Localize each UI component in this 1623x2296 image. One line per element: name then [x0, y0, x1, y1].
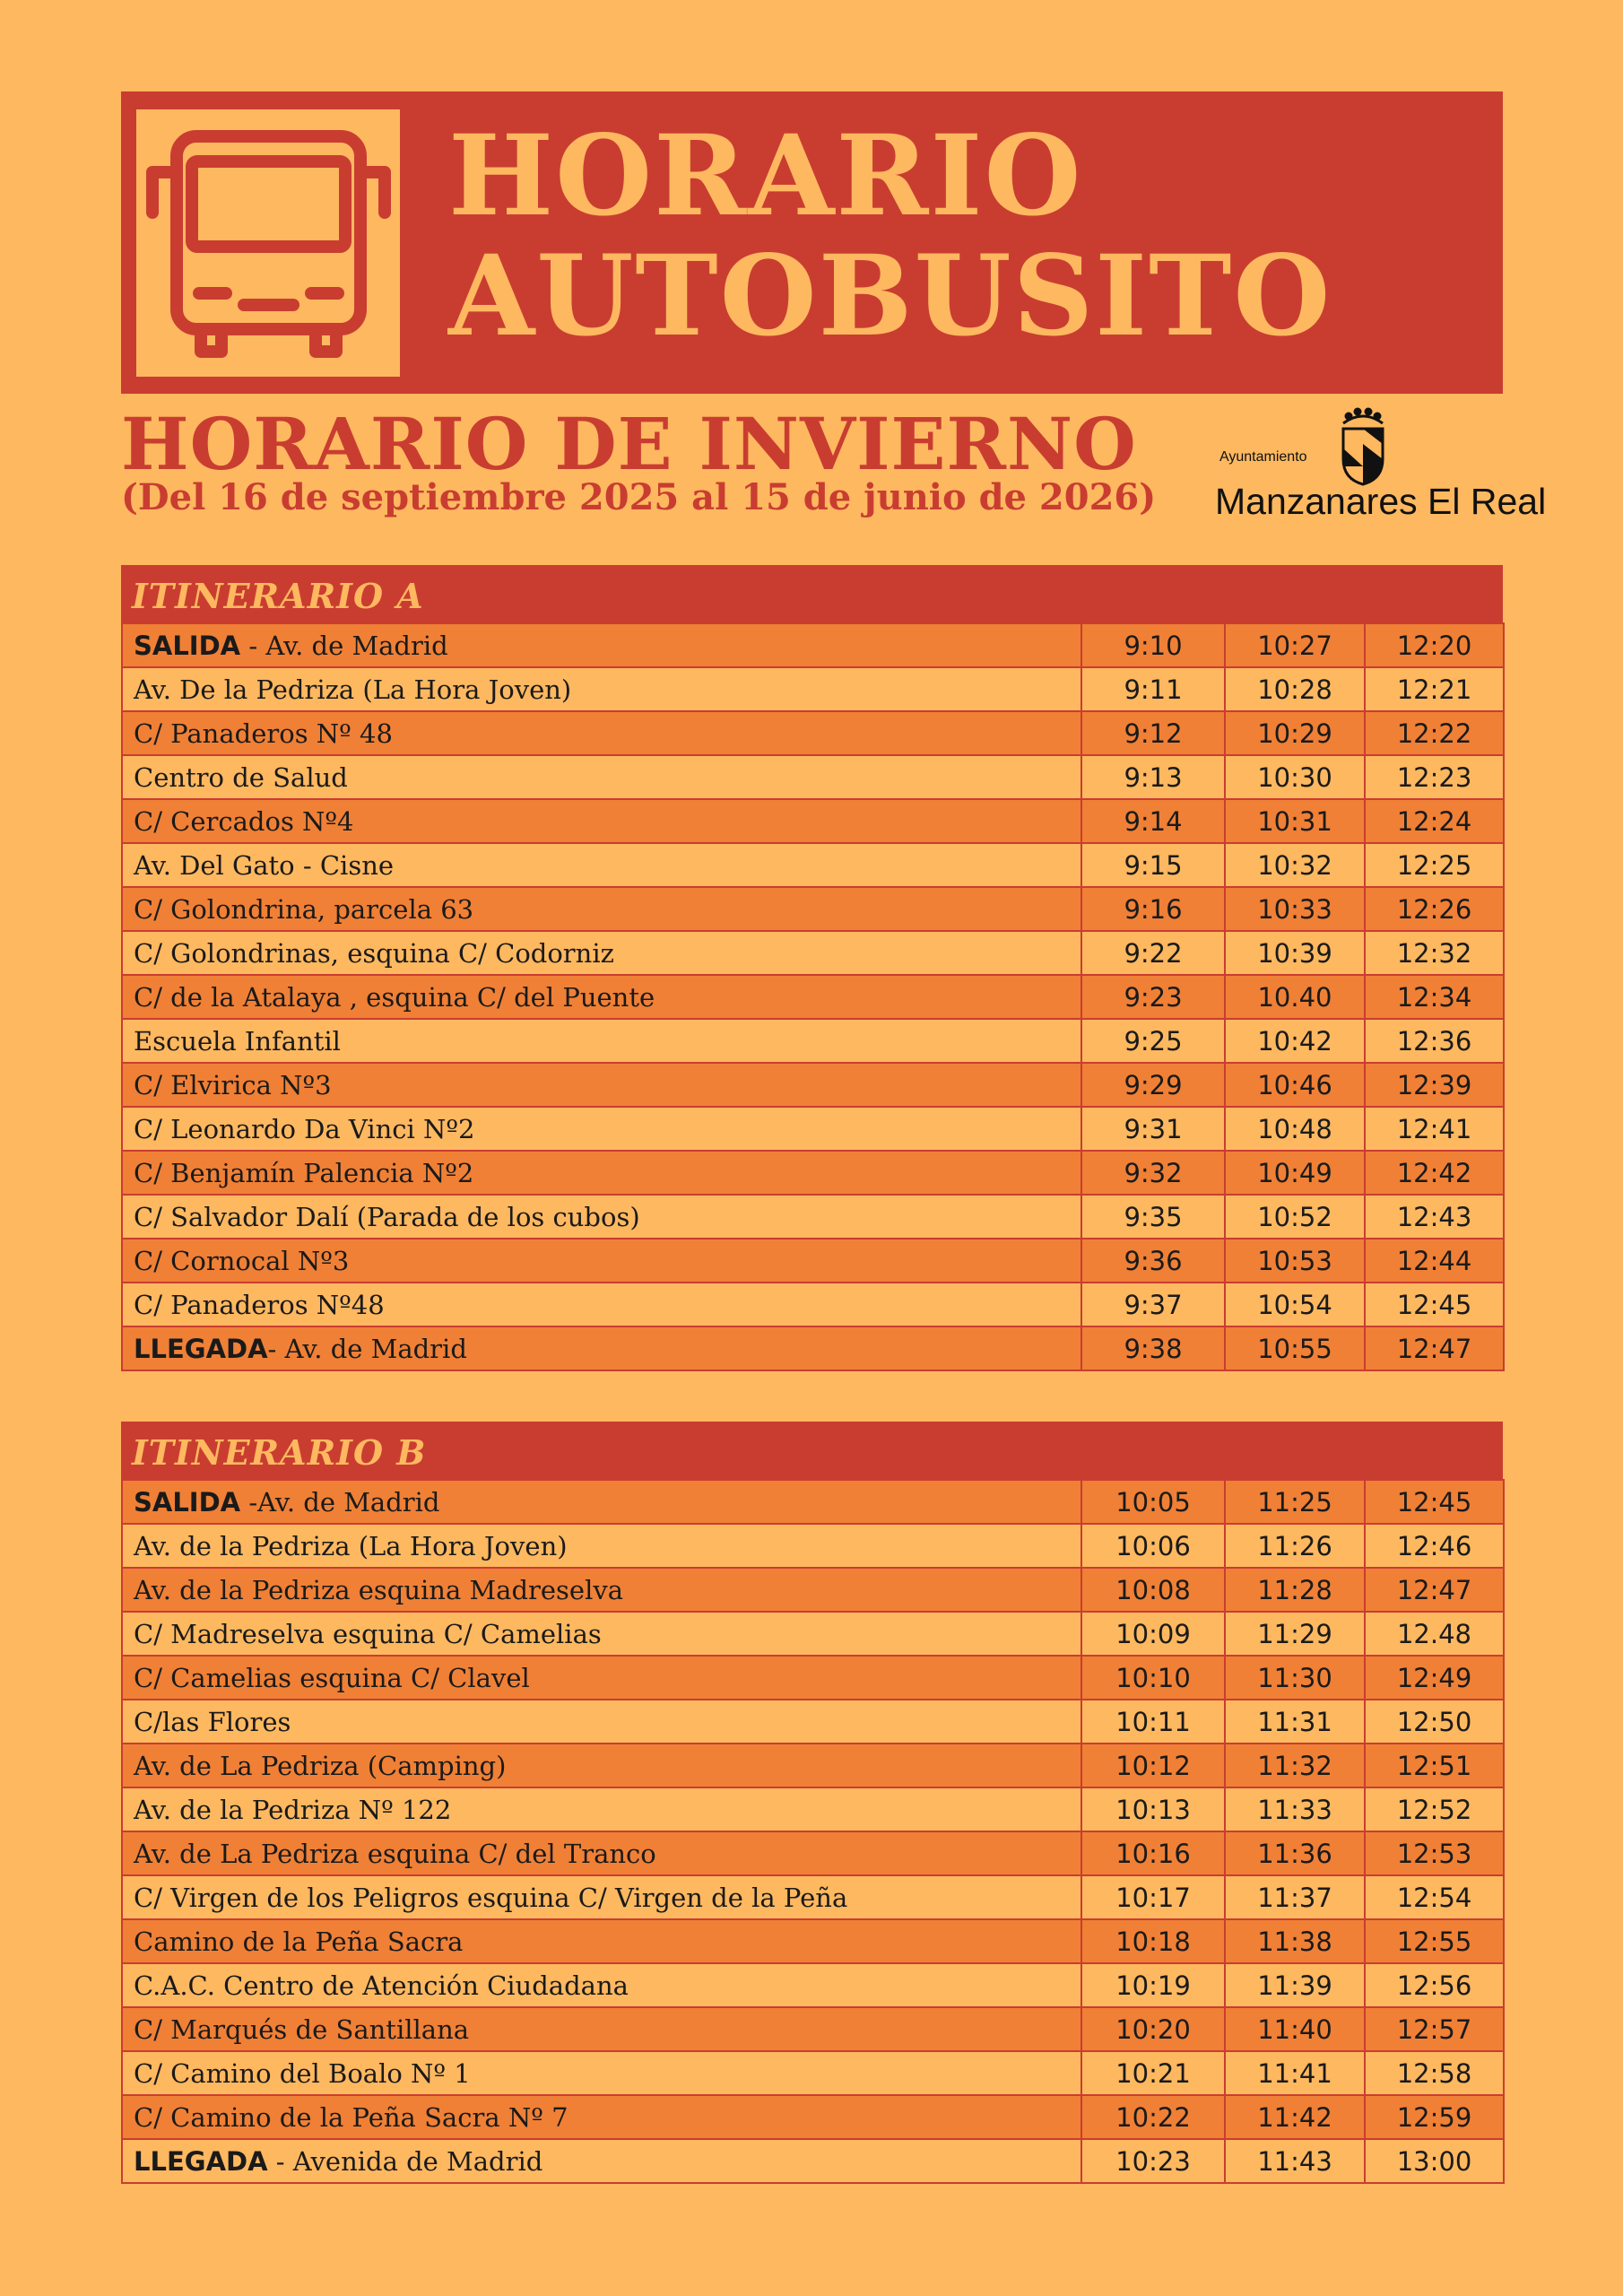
- departure-time-1: 10:05: [1081, 1480, 1225, 1524]
- departure-time-3: 12:36: [1365, 1019, 1504, 1063]
- stop-name: [122, 1063, 1081, 1107]
- stop-label: C/las Flores: [134, 1706, 291, 1737]
- departure-time-1: 10:21: [1081, 2051, 1225, 2095]
- departure-time-2: 10:29: [1225, 711, 1365, 755]
- departure-time-3: 12.48: [1365, 1612, 1504, 1656]
- departure-time-1: 10:12: [1081, 1744, 1225, 1787]
- stop-label: C/ Panaderos Nº48: [134, 1289, 385, 1320]
- itinerary-b: [121, 1422, 1503, 2184]
- departure-time-2: 10:27: [1225, 623, 1365, 667]
- departure-time-1: 9:36: [1081, 1239, 1225, 1283]
- stop-name: [122, 1239, 1081, 1283]
- stop-name: [122, 2139, 1081, 2183]
- table-row: [122, 1787, 1504, 1831]
- departure-time-3: 12:22: [1365, 711, 1504, 755]
- departure-time-3: 12:50: [1365, 1700, 1504, 1744]
- departure-time-1: 9:11: [1081, 667, 1225, 711]
- departure-time-3: 12:53: [1365, 1831, 1504, 1875]
- departure-time-1: 9:16: [1081, 887, 1225, 931]
- table-row: [122, 1019, 1504, 1063]
- departure-time-2: 10:53: [1225, 1239, 1365, 1283]
- stop-label: C/ Virgen de los Peligros esquina C/ Virgen de la Peña: [134, 1882, 848, 1913]
- departure-time-3: 12:49: [1365, 1656, 1504, 1700]
- table-row: [122, 1480, 1504, 1524]
- itinerary-a-title: ITINERARIO A: [121, 565, 1503, 622]
- stop-label: C/ Salvador Dalí (Parada de los cubos): [134, 1201, 640, 1232]
- table-row: [122, 1831, 1504, 1875]
- departure-time-2: 10.40: [1225, 975, 1365, 1019]
- departure-time-1: 10:16: [1081, 1831, 1225, 1875]
- departure-time-3: 12:47: [1365, 1326, 1504, 1370]
- departure-time-1: 10:13: [1081, 1787, 1225, 1831]
- stop-name: [122, 1195, 1081, 1239]
- stop-name: [122, 1524, 1081, 1568]
- table-row: [122, 1326, 1504, 1370]
- stop-label: - Avenida de Madrid: [267, 2145, 543, 2177]
- bus-icon: [136, 109, 400, 377]
- stop-name: [122, 2007, 1081, 2051]
- table-row: [122, 1283, 1504, 1326]
- departure-time-3: 12:56: [1365, 1963, 1504, 2007]
- departure-time-2: 11:42: [1225, 2095, 1365, 2139]
- departure-time-1: 10:11: [1081, 1700, 1225, 1744]
- title-line-1: HORARIO: [448, 111, 1083, 241]
- stop-label: Av. de La Pedriza (Camping): [134, 1750, 507, 1781]
- departure-time-1: 10:19: [1081, 1963, 1225, 2007]
- stop-label: C/ Camino del Boalo Nº 1: [134, 2057, 471, 2089]
- departure-time-2: 11:41: [1225, 2051, 1365, 2095]
- departure-time-2: 10:39: [1225, 931, 1365, 975]
- departure-time-2: 11:43: [1225, 2139, 1365, 2183]
- season-dates: (Del 16 de septiembre 2025 al 15 de junio de 2026): [121, 476, 1157, 518]
- departure-time-1: 10:17: [1081, 1875, 1225, 1919]
- stop-name: [122, 1151, 1081, 1195]
- departure-time-1: 10:22: [1081, 2095, 1225, 2139]
- departure-time-2: 11:38: [1225, 1919, 1365, 1963]
- stop-name: [122, 1787, 1081, 1831]
- stop-keyword: SALIDA: [134, 630, 241, 661]
- stop-name: [122, 1963, 1081, 2007]
- departure-time-3: 12:41: [1365, 1107, 1504, 1151]
- table-row: [122, 2095, 1504, 2139]
- departure-time-1: 9:13: [1081, 755, 1225, 799]
- stop-label: Av. de La Pedriza esquina C/ del Tranco: [134, 1838, 656, 1869]
- departure-time-1: 9:32: [1081, 1151, 1225, 1195]
- departure-time-3: 12:26: [1365, 887, 1504, 931]
- itinerary-b-title: ITINERARIO B: [121, 1422, 1503, 1479]
- departure-time-2: 11:32: [1225, 1744, 1365, 1787]
- stop-name: [122, 799, 1081, 843]
- departure-time-2: 11:36: [1225, 1831, 1365, 1875]
- stop-keyword: LLEGADA: [134, 1333, 268, 1364]
- table-row: [122, 623, 1504, 667]
- departure-time-3: 12:58: [1365, 2051, 1504, 2095]
- table-row: [122, 2007, 1504, 2051]
- stop-name: [122, 2095, 1081, 2139]
- departure-time-3: 12:45: [1365, 1283, 1504, 1326]
- stop-label: Escuela Infantil: [134, 1025, 341, 1057]
- departure-time-2: 10:48: [1225, 1107, 1365, 1151]
- table-row: [122, 2051, 1504, 2095]
- departure-time-2: 10:49: [1225, 1151, 1365, 1195]
- stop-label: C/ Benjamín Palencia Nº2: [134, 1157, 474, 1188]
- stop-name: [122, 1283, 1081, 1326]
- departure-time-3: 12:21: [1365, 667, 1504, 711]
- departure-time-3: 12:43: [1365, 1195, 1504, 1239]
- departure-time-3: 12:20: [1365, 623, 1504, 667]
- stop-keyword: LLEGADA: [134, 2145, 268, 2177]
- departure-time-3: 12:59: [1365, 2095, 1504, 2139]
- departure-time-1: 9:25: [1081, 1019, 1225, 1063]
- departure-time-2: 11:30: [1225, 1656, 1365, 1700]
- departure-time-2: 10:28: [1225, 667, 1365, 711]
- departure-time-3: 12:32: [1365, 931, 1504, 975]
- departure-time-2: 10:32: [1225, 843, 1365, 887]
- departure-time-3: 12:39: [1365, 1063, 1504, 1107]
- stop-label: C/ Golondrinas, esquina C/ Codorniz: [134, 937, 614, 969]
- departure-time-3: 12:45: [1365, 1480, 1504, 1524]
- stop-label: Av. de la Pedriza Nº 122: [134, 1794, 452, 1825]
- stop-name: [122, 1744, 1081, 1787]
- departure-time-2: 10:52: [1225, 1195, 1365, 1239]
- stop-name: [122, 1568, 1081, 1612]
- departure-time-1: 10:08: [1081, 1568, 1225, 1612]
- stop-label: C/ Golondrina, parcela 63: [134, 893, 474, 925]
- table-row: [122, 1063, 1504, 1107]
- departure-time-3: 12:44: [1365, 1239, 1504, 1283]
- stop-name: [122, 887, 1081, 931]
- table-row: [122, 799, 1504, 843]
- stop-label: C/ Camelias esquina C/ Clavel: [134, 1662, 530, 1693]
- itinerary-b-table: [121, 1479, 1505, 2184]
- departure-time-1: 9:22: [1081, 931, 1225, 975]
- departure-time-1: 10:09: [1081, 1612, 1225, 1656]
- stop-label: - Av. de Madrid: [240, 630, 448, 661]
- stop-name: [122, 1700, 1081, 1744]
- departure-time-2: 11:31: [1225, 1700, 1365, 1744]
- stop-label: C/ Cornocal Nº3: [134, 1245, 350, 1276]
- stop-name: [122, 1107, 1081, 1151]
- departure-time-2: 11:25: [1225, 1480, 1365, 1524]
- departure-time-3: 12:55: [1365, 1919, 1504, 1963]
- table-row: [122, 975, 1504, 1019]
- departure-time-2: 10:31: [1225, 799, 1365, 843]
- stop-name: [122, 931, 1081, 975]
- table-row: [122, 667, 1504, 711]
- table-row: [122, 1151, 1504, 1195]
- stop-label: Av. De la Pedriza (La Hora Joven): [134, 674, 572, 705]
- stop-name: [122, 623, 1081, 667]
- table-row: [122, 1875, 1504, 1919]
- stop-label: -Av. de Madrid: [240, 1486, 440, 1518]
- departure-time-3: 12:23: [1365, 755, 1504, 799]
- page-title: [448, 111, 1485, 361]
- table-row: [122, 931, 1504, 975]
- municipal-logo: [1215, 404, 1547, 522]
- stop-name: [122, 1612, 1081, 1656]
- stop-name: [122, 1831, 1081, 1875]
- stop-name: [122, 1326, 1081, 1370]
- departure-time-1: 10:23: [1081, 2139, 1225, 2183]
- stop-label: Av. Del Gato - Cisne: [134, 849, 395, 881]
- itinerary-a-table: [121, 622, 1505, 1371]
- table-row: [122, 1963, 1504, 2007]
- stop-label: C/ Camino de la Peña Sacra Nº 7: [134, 2101, 568, 2133]
- departure-time-3: 12:57: [1365, 2007, 1504, 2051]
- stop-name: [122, 1919, 1081, 1963]
- table-row: [122, 1524, 1504, 1568]
- stop-label: C/ Madreselva esquina C/ Camelias: [134, 1618, 602, 1649]
- stop-name: [122, 1656, 1081, 1700]
- stop-label: Av. de la Pedriza esquina Madreselva: [134, 1574, 624, 1605]
- stop-label: Camino de la Peña Sacra: [134, 1926, 464, 1957]
- departure-time-2: 11:26: [1225, 1524, 1365, 1568]
- departure-time-1: 9:12: [1081, 711, 1225, 755]
- departure-time-2: 11:28: [1225, 1568, 1365, 1612]
- stop-label: Centro de Salud: [134, 761, 348, 793]
- stop-label: Av. de la Pedriza (La Hora Joven): [134, 1530, 568, 1561]
- itinerary-a: [121, 565, 1503, 1371]
- table-row: [122, 755, 1504, 799]
- departure-time-1: 10:06: [1081, 1524, 1225, 1568]
- stop-label: C/ Marqués de Santillana: [134, 2013, 470, 2045]
- table-row: [122, 1744, 1504, 1787]
- departure-time-3: 12:51: [1365, 1744, 1504, 1787]
- table-row: [122, 1612, 1504, 1656]
- departure-time-1: 10:10: [1081, 1656, 1225, 1700]
- stop-label: - Av. de Madrid: [267, 1333, 467, 1364]
- departure-time-1: 10:20: [1081, 2007, 1225, 2051]
- departure-time-2: 11:29: [1225, 1612, 1365, 1656]
- table-row: [122, 1656, 1504, 1700]
- stop-label: C/ Panaderos Nº 48: [134, 718, 393, 749]
- stop-label: C.A.C. Centro de Atención Ciudadana: [134, 1970, 629, 2001]
- table-row: [122, 1568, 1504, 1612]
- departure-time-3: 12:52: [1365, 1787, 1504, 1831]
- stop-name: [122, 711, 1081, 755]
- stop-name: [122, 755, 1081, 799]
- table-row: [122, 843, 1504, 887]
- logo-small-text: Ayuntamiento: [1219, 449, 1307, 465]
- table-row: [122, 1700, 1504, 1744]
- departure-time-2: 10:33: [1225, 887, 1365, 931]
- stop-label: C/ Elvirica Nº3: [134, 1069, 332, 1100]
- departure-time-2: 10:42: [1225, 1019, 1365, 1063]
- departure-time-1: 9:35: [1081, 1195, 1225, 1239]
- departure-time-3: 12:24: [1365, 799, 1504, 843]
- departure-time-2: 11:39: [1225, 1963, 1365, 2007]
- departure-time-1: 10:18: [1081, 1919, 1225, 1963]
- departure-time-3: 12:47: [1365, 1568, 1504, 1612]
- departure-time-2: 10:54: [1225, 1283, 1365, 1326]
- departure-time-1: 9:38: [1081, 1326, 1225, 1370]
- stop-name: [122, 1480, 1081, 1524]
- departure-time-3: 13:00: [1365, 2139, 1504, 2183]
- departure-time-1: 9:10: [1081, 623, 1225, 667]
- table-row: [122, 887, 1504, 931]
- stop-label: C/ Cercados Nº4: [134, 805, 354, 837]
- logo-town-name: Manzanares El Real: [1215, 481, 1547, 522]
- stop-name: [122, 1019, 1081, 1063]
- departure-time-2: 11:33: [1225, 1787, 1365, 1831]
- departure-time-1: 9:37: [1081, 1283, 1225, 1326]
- table-row: [122, 1239, 1504, 1283]
- departure-time-2: 10:46: [1225, 1063, 1365, 1107]
- table-row: [122, 1107, 1504, 1151]
- table-row: [122, 711, 1504, 755]
- stop-name: [122, 1875, 1081, 1919]
- departure-time-1: 9:15: [1081, 843, 1225, 887]
- title-line-2: AUTOBUSITO: [448, 231, 1332, 361]
- departure-time-3: 12:46: [1365, 1524, 1504, 1568]
- table-row: [122, 1195, 1504, 1239]
- departure-time-3: 12:54: [1365, 1875, 1504, 1919]
- departure-time-2: 10:55: [1225, 1326, 1365, 1370]
- stop-keyword: SALIDA: [134, 1486, 241, 1518]
- stop-name: [122, 667, 1081, 711]
- departure-time-3: 12:42: [1365, 1151, 1504, 1195]
- departure-time-2: 11:40: [1225, 2007, 1365, 2051]
- table-row: [122, 1919, 1504, 1963]
- departure-time-3: 12:25: [1365, 843, 1504, 887]
- departure-time-2: 10:30: [1225, 755, 1365, 799]
- departure-time-2: 11:37: [1225, 1875, 1365, 1919]
- header-banner: [121, 91, 1503, 394]
- departure-time-1: 9:14: [1081, 799, 1225, 843]
- stop-label: C/ Leonardo Da Vinci Nº2: [134, 1113, 475, 1144]
- stop-name: [122, 2051, 1081, 2095]
- coat-of-arms-icon: [1336, 404, 1390, 486]
- stop-label: C/ de la Atalaya , esquina C/ del Puente: [134, 981, 655, 1013]
- stop-name: [122, 843, 1081, 887]
- season-title: HORARIO DE INVIERNO: [121, 402, 1137, 486]
- departure-time-1: 9:23: [1081, 975, 1225, 1019]
- departure-time-3: 12:34: [1365, 975, 1504, 1019]
- stop-name: [122, 975, 1081, 1019]
- departure-time-1: 9:31: [1081, 1107, 1225, 1151]
- departure-time-1: 9:29: [1081, 1063, 1225, 1107]
- table-row: [122, 2139, 1504, 2183]
